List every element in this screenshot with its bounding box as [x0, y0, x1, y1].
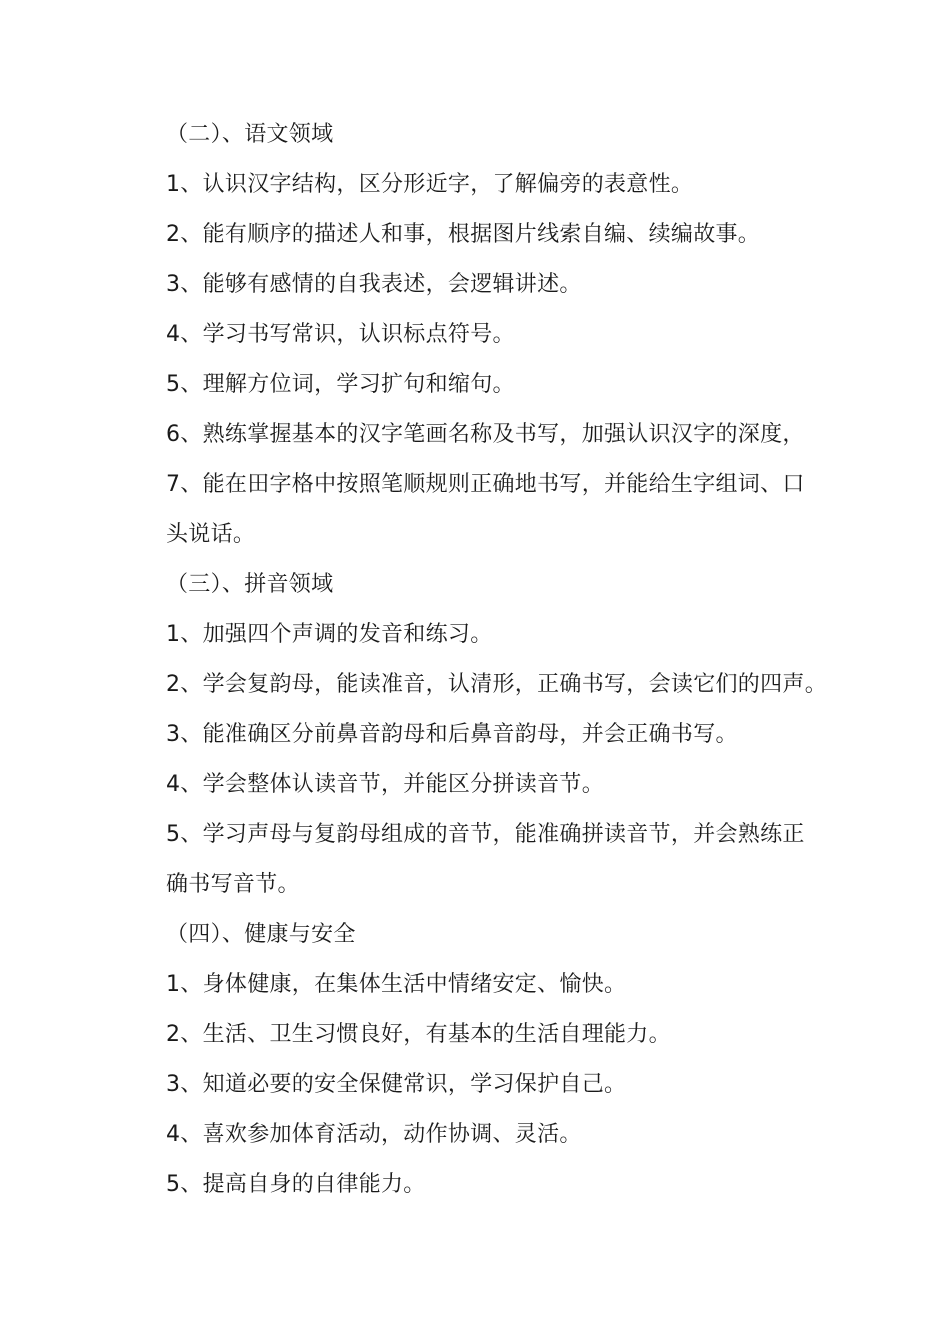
list-item: 5、提高自身的自律能力。: [166, 1172, 426, 1197]
list-item: 2、生活、卫生习惯良好，有基本的生活自理能力。: [166, 1022, 671, 1047]
list-item: 6、熟练掌握基本的汉字笔画名称及书写，加强认识汉字的深度，: [166, 422, 805, 447]
list-item: 3、能够有感情的自我表述，会逻辑讲述。: [166, 272, 582, 297]
list-item-continuation: 确书写音节。: [166, 872, 300, 897]
section-heading-health: （四）、健康与安全: [166, 922, 356, 947]
list-item: 5、学习声母与复韵母组成的音节，能准确拼读音节，并会熟练正: [166, 822, 805, 847]
list-item: 3、知道必要的安全保健常识，学习保护自己。: [166, 1072, 627, 1097]
document-body: [166, 110, 826, 1210]
list-item: 1、认识汉字结构，区分形近字，了解偏旁的表意性。: [166, 172, 694, 197]
list-item: 4、学会整体认读音节，并能区分拼读音节。: [166, 772, 604, 797]
section-heading-chinese: （二）、语文领域: [166, 122, 334, 147]
list-item: 1、加强四个声调的发音和练习。: [166, 622, 493, 647]
section-heading-pinyin: （三）、拼音领域: [166, 572, 334, 597]
list-item: 2、能有顺序的描述人和事，根据图片线索自编、续编故事。: [166, 222, 761, 247]
list-item-continuation: 头说话。: [166, 522, 256, 547]
list-item: 2、学会复韵母，能读准音，认清形，正确书写，会读它们的四声。: [166, 672, 827, 697]
list-item: 5、理解方位词，学习扩句和缩句。: [166, 372, 515, 397]
list-item: 3、能准确区分前鼻音韵母和后鼻音韵母，并会正确书写。: [166, 722, 738, 747]
list-item: 1、身体健康，在集体生活中情绪安定、愉快。: [166, 972, 627, 997]
list-item: 4、喜欢参加体育活动，动作协调、灵活。: [166, 1122, 582, 1147]
list-item: 7、能在田字格中按照笔顺规则正确地书写，并能给生字组词、口: [166, 472, 805, 497]
list-item: 4、学习书写常识，认识标点符号。: [166, 322, 515, 347]
